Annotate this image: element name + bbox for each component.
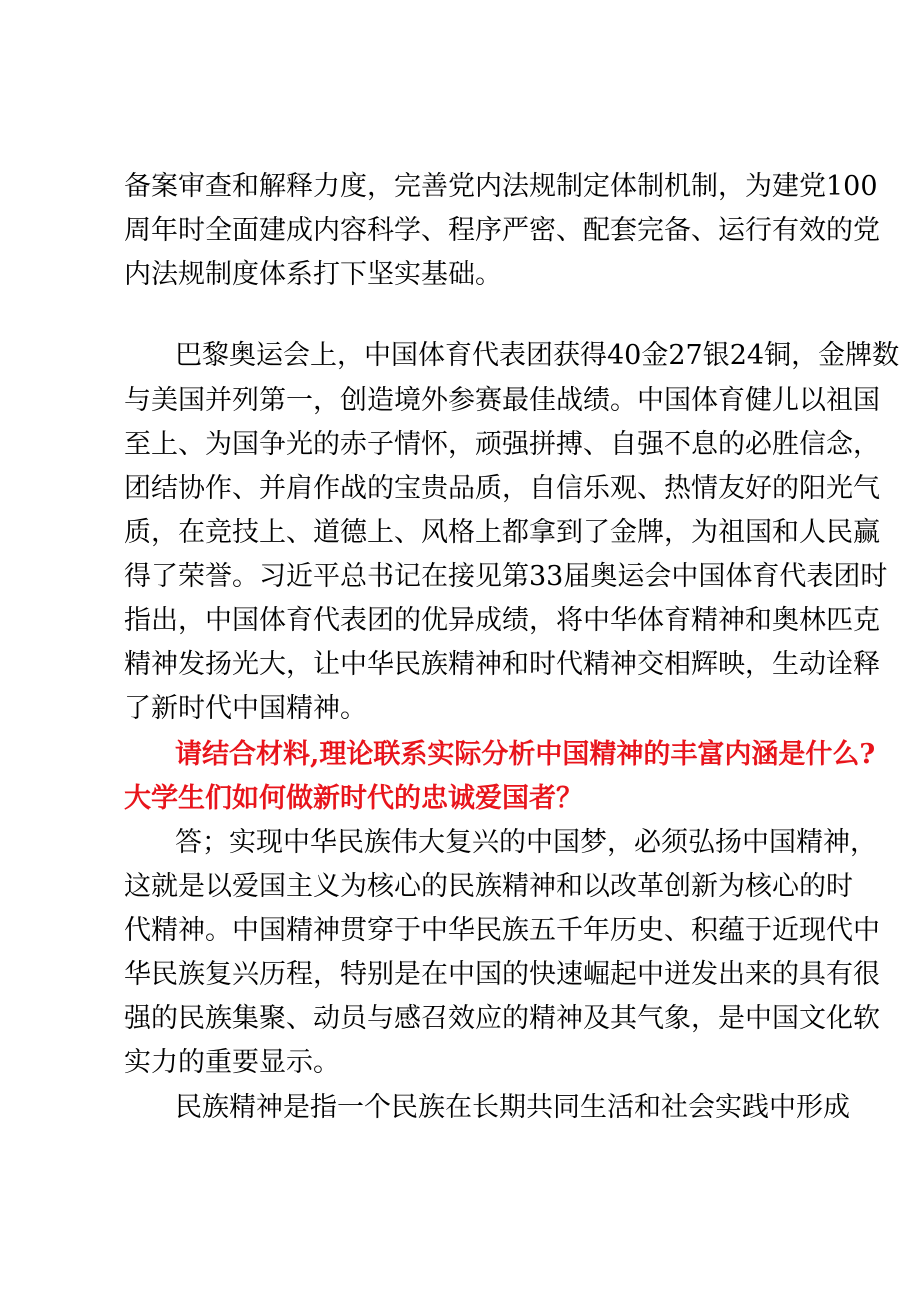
- paragraph-1-line-1: 备案审查和解释力度，完善党内法规制定体制机制，为建党100: [124, 171, 878, 202]
- paragraph-2-line-7: 指出，中国体育代表团的优异成绩，将中华体育精神和奥林匹克: [124, 605, 880, 636]
- answer-1-line-6: 实力的重要显示。: [124, 1047, 340, 1078]
- paragraph-2-line-3: 至上、为国争光的赤子情怀，顽强拼搏、自强不息的必胜信念，: [124, 429, 880, 460]
- answer-1-line-2: 这就是以爱国主义为核心的民族精神和以改革创新为核心的时: [124, 871, 853, 902]
- question-line-2: 大学生们如何做新时代的忠诚爱国者？: [124, 783, 583, 814]
- paragraph-2-line-9: 了新时代中国精神。: [124, 693, 367, 724]
- answer-1-line-5: 强的民族集聚、动员与感召效应的精神及其气象，是中国文化软: [124, 1003, 880, 1034]
- paragraph-2-line-6: 得了荣誉。习近平总书记在接见第33届奥运会中国体育代表团时: [124, 561, 888, 592]
- paragraph-2-line-2: 与美国并列第一，创造境外参赛最佳战绩。中国体育健儿以祖国: [124, 385, 880, 416]
- paragraph-1-line-2: 周年时全面建成内容科学、程序严密、配套完备、运行有效的党: [124, 215, 880, 246]
- question-line-1: 请结合材料,理论联系实际分析中国精神的丰富内涵是什么?: [175, 739, 876, 770]
- answer-1-line-1: 答；实现中华民族伟大复兴的中国梦，必须弘扬中国精神，: [175, 827, 877, 858]
- paragraph-1-line-3: 内法规制度体系打下坚实基础。: [124, 259, 502, 290]
- answer-1-line-3: 代精神。中国精神贯穿于中华民族五千年历史、积蕴于近现代中: [124, 915, 880, 946]
- paragraph-2-line-1: 巴黎奥运会上，中国体育代表团获得40金27银24铜，金牌数: [175, 340, 900, 371]
- paragraph-2-line-8: 精神发扬光大，让中华民族精神和时代精神交相辉映，生动诠释: [124, 649, 880, 680]
- paragraph-2-line-4: 团结协作、并肩作战的宝贵品质，自信乐观、热情友好的阳光气: [124, 473, 880, 504]
- answer-2-line-1: 民族精神是指一个民族在长期共同生活和社会实践中形成: [175, 1092, 850, 1123]
- answer-1-line-4: 华民族复兴历程，特别是在中国的快速崛起中迸发出来的具有很: [124, 959, 880, 990]
- paragraph-2-line-5: 质，在竞技上、道德上、风格上都拿到了金牌，为祖国和人民赢: [124, 517, 880, 548]
